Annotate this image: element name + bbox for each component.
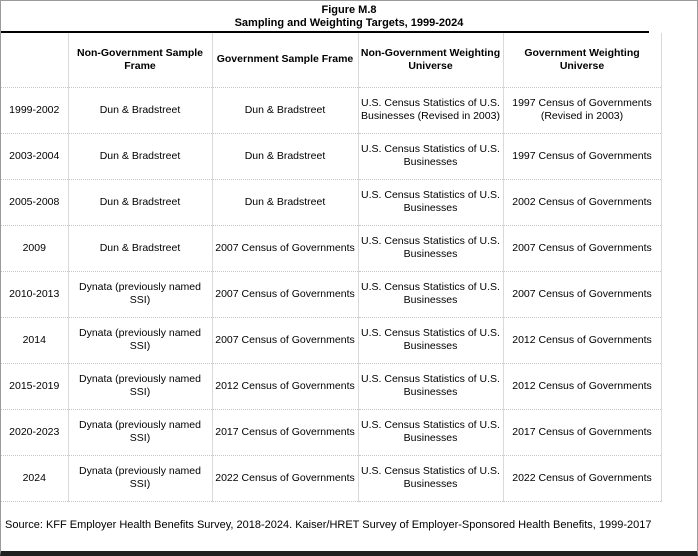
table-cell: Dun & Bradstreet	[68, 133, 212, 179]
table-cell: Dynata (previously named SSI)	[68, 455, 212, 501]
table-row	[1, 409, 661, 455]
table-cell: 2002 Census of Governments	[503, 179, 661, 225]
column-header: Non-Government Sample Frame	[68, 33, 212, 87]
table-cell: U.S. Census Statistics of U.S. Businesses	[358, 455, 503, 501]
table-cell: U.S. Census Statistics of U.S. Businesses	[358, 363, 503, 409]
year-cell: 2003-2004	[1, 133, 68, 179]
table-cell: 2012 Census of Governments	[503, 317, 661, 363]
table-cell: U.S. Census Statistics of U.S. Businesses	[358, 225, 503, 271]
table-row	[1, 271, 661, 317]
table-row	[1, 455, 661, 501]
year-cell: 2009	[1, 225, 68, 271]
table-cell: 1997 Census of Governments	[503, 133, 661, 179]
table-cell: Dynata (previously named SSI)	[68, 363, 212, 409]
table-cell: 2012 Census of Governments	[212, 363, 358, 409]
table-cell: Dynata (previously named SSI)	[68, 409, 212, 455]
year-cell: 1999-2002	[1, 87, 68, 133]
figure-title: Sampling and Weighting Targets, 1999-2024	[234, 17, 464, 29]
table-cell: U.S. Census Statistics of U.S. Businesses	[358, 317, 503, 363]
table-row	[1, 87, 661, 133]
table-cell: 2012 Census of Governments	[503, 363, 661, 409]
table-cell: Dun & Bradstreet	[68, 225, 212, 271]
column-header: Non-Government Weighting Universe	[358, 33, 503, 87]
table-row	[1, 133, 661, 179]
year-cell: 2020-2023	[1, 409, 68, 455]
table-row	[1, 179, 661, 225]
year-cell: 2024	[1, 455, 68, 501]
table-row	[1, 317, 661, 363]
figure-title-block	[1, 1, 697, 30]
table-cell: 2022 Census of Governments	[503, 455, 661, 501]
table-cell: U.S. Census Statistics of U.S. Businesses	[358, 271, 503, 317]
table-cell: Dun & Bradstreet	[212, 179, 358, 225]
sampling-weighting-table	[1, 33, 662, 502]
table-cell: 2007 Census of Governments	[212, 271, 358, 317]
table-cell: 2007 Census of Governments	[212, 317, 358, 363]
table-row	[1, 363, 661, 409]
table-cell: 2007 Census of Governments	[212, 225, 358, 271]
table-cell: U.S. Census Statistics of U.S. Businesses	[358, 133, 503, 179]
table-cell: Dun & Bradstreet	[212, 87, 358, 133]
table-cell: Dun & Bradstreet	[68, 179, 212, 225]
table-cell: U.S. Census Statistics of U.S. Businesses	[358, 179, 503, 225]
table-cell: 1997 Census of Governments (Revised in 2003)	[503, 87, 661, 133]
table-cell: U.S. Census Statistics of U.S. Businesses	[358, 409, 503, 455]
header-row	[1, 33, 661, 87]
table-cell: 2007 Census of Governments	[503, 271, 661, 317]
table-cell: 2017 Census of Governments	[212, 409, 358, 455]
table-cell: Dun & Bradstreet	[212, 133, 358, 179]
table-cell: 2007 Census of Governments	[503, 225, 661, 271]
year-cell: 2005-2008	[1, 179, 68, 225]
table-cell: Dynata (previously named SSI)	[68, 317, 212, 363]
table-cell: Dun & Bradstreet	[68, 87, 212, 133]
source-note: Source: KFF Employer Health Benefits Survey, 2018-2024. Kaiser/HRET Survey of Employer-Sponsored Health Benefits, 1999-2017	[5, 518, 652, 531]
table-row	[1, 225, 661, 271]
table-cell: U.S. Census Statistics of U.S. Businesses (Revised in 2003)	[358, 87, 503, 133]
table-cell: 2022 Census of Governments	[212, 455, 358, 501]
year-cell: 2014	[1, 317, 68, 363]
table-cell: 2017 Census of Governments	[503, 409, 661, 455]
column-header: Government Sample Frame	[212, 33, 358, 87]
year-cell: 2010-2013	[1, 271, 68, 317]
year-column-header	[1, 33, 68, 87]
figure-number: Figure M.8	[321, 4, 377, 16]
year-cell: 2015-2019	[1, 363, 68, 409]
column-header: Government Weighting Universe	[503, 33, 661, 87]
table-cell: Dynata (previously named SSI)	[68, 271, 212, 317]
